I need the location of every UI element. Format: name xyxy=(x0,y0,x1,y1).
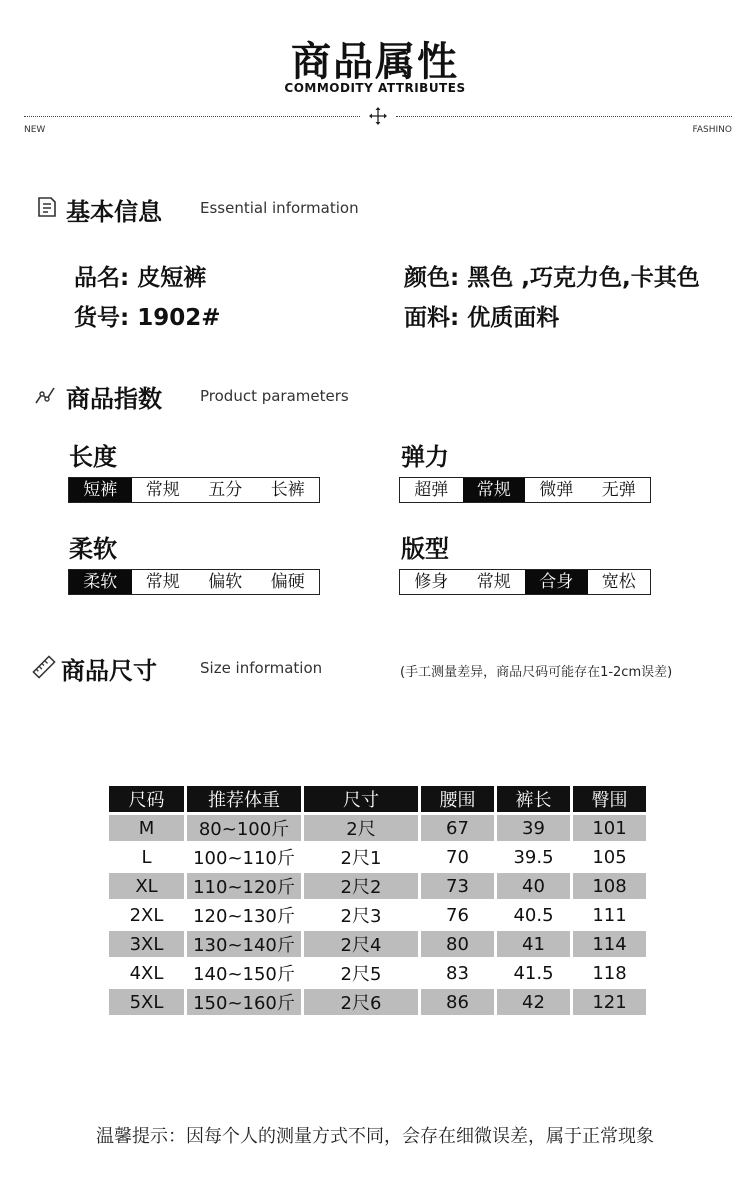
cell-waist: 70 xyxy=(446,846,469,868)
basic-info-title: 基本信息 xyxy=(66,198,162,226)
cell-weight: 80~100斤 xyxy=(187,815,301,841)
color-label: 颜色: xyxy=(404,265,460,291)
param-label-elasticity: 弹力 xyxy=(401,443,449,471)
product-name-row xyxy=(74,259,206,292)
page-subtitle: COMMODITY ATTRIBUTES xyxy=(284,81,466,95)
corner-label-right: FASHINO xyxy=(692,125,732,135)
param-label-fit: 版型 xyxy=(401,535,449,563)
option-five-tenths: 五分 xyxy=(208,480,243,500)
cell-size: XL xyxy=(109,873,184,899)
cell-hip: 121 xyxy=(573,989,646,1015)
option-slight-stretch: 微弹 xyxy=(539,480,574,500)
cell-dimension: 2尺 xyxy=(304,815,418,841)
header-dimension: 尺寸 xyxy=(304,786,418,812)
fabric-label: 面料: xyxy=(404,305,460,331)
cell-size: 3XL xyxy=(109,931,184,957)
option-short: 短裤 xyxy=(69,478,132,502)
size-title-en: Size information xyxy=(200,659,323,677)
cell-hip: 114 xyxy=(573,931,646,957)
cell-weight: 150~160斤 xyxy=(187,989,301,1015)
option-super-stretch: 超弹 xyxy=(414,480,449,500)
cell-dimension: 2尺3 xyxy=(340,906,382,927)
cell-weight: 110~120斤 xyxy=(187,873,301,899)
color-value: 黑色 ,巧克力色,卡其色 xyxy=(467,265,700,291)
cell-size: L xyxy=(141,846,152,868)
cell-waist: 86 xyxy=(421,989,494,1015)
document-icon xyxy=(36,196,58,218)
ruler-icon xyxy=(32,655,56,679)
cell-dimension: 2尺6 xyxy=(304,989,418,1015)
cell-hip: 111 xyxy=(592,904,627,926)
cell-length: 39 xyxy=(497,815,570,841)
cell-length: 42 xyxy=(497,989,570,1015)
fabric-row xyxy=(404,299,559,332)
cross-arrows-icon xyxy=(369,107,387,125)
cell-waist: 76 xyxy=(446,904,469,926)
option-long: 长裤 xyxy=(270,480,305,500)
cell-size: 5XL xyxy=(109,989,184,1015)
table-row xyxy=(109,873,646,899)
param-label-softness: 柔软 xyxy=(69,535,117,563)
param-label-length: 长度 xyxy=(69,443,117,471)
table-row xyxy=(109,815,646,841)
params-title: 商品指数 xyxy=(66,385,162,413)
table-row xyxy=(109,931,646,957)
cell-waist: 83 xyxy=(446,962,469,984)
header-length: 裤长 xyxy=(497,786,570,812)
cell-length: 41 xyxy=(497,931,570,957)
option-regular: 常规 xyxy=(463,478,526,502)
option-regular: 常规 xyxy=(145,480,180,500)
product-name-value: 皮短裤 xyxy=(137,265,207,291)
option-soft: 柔软 xyxy=(69,570,132,594)
fit-options xyxy=(399,569,651,595)
header-waist: 腰围 xyxy=(421,786,494,812)
length-options xyxy=(68,477,320,503)
cell-weight: 130~140斤 xyxy=(187,931,301,957)
basic-info-title-en: Essential information xyxy=(200,199,359,217)
option-slightly-hard: 偏硬 xyxy=(270,572,305,592)
corner-label-left: NEW xyxy=(24,125,46,135)
divider-left xyxy=(24,116,360,117)
cell-weight: 100~110斤 xyxy=(193,848,295,869)
divider-right xyxy=(396,116,732,117)
header-weight: 推荐体重 xyxy=(187,786,301,812)
cell-length: 40.5 xyxy=(513,904,554,926)
softness-options xyxy=(68,569,320,595)
cell-dimension: 2尺5 xyxy=(340,964,382,985)
cell-size: M xyxy=(109,815,184,841)
cell-size: 4XL xyxy=(129,962,164,984)
cell-hip: 101 xyxy=(573,815,646,841)
table-row xyxy=(109,902,646,928)
option-regular: 常规 xyxy=(145,572,180,592)
cell-length: 41.5 xyxy=(513,962,554,984)
sku-row xyxy=(74,299,221,332)
cell-hip: 118 xyxy=(592,962,627,984)
cell-dimension: 2尺2 xyxy=(304,873,418,899)
measurement-note: (手工测量差异，商品尺码可能存在1-2cm误差) xyxy=(400,665,673,680)
header-hip: 臀围 xyxy=(573,786,646,812)
cell-hip: 108 xyxy=(573,873,646,899)
elasticity-options xyxy=(399,477,651,503)
table-header-row xyxy=(109,786,646,812)
cell-hip: 105 xyxy=(592,846,627,868)
cell-waist: 67 xyxy=(421,815,494,841)
cell-weight: 140~150斤 xyxy=(193,964,295,985)
cell-waist: 80 xyxy=(421,931,494,957)
table-row xyxy=(109,989,646,1015)
cell-waist: 73 xyxy=(421,873,494,899)
color-row xyxy=(404,259,700,292)
option-slightly-soft: 偏软 xyxy=(208,572,243,592)
page-title: 商品属性 xyxy=(291,39,459,85)
option-slim: 修身 xyxy=(414,572,449,592)
footer-tip: 温馨提示：因每个人的测量方式不同，会存在细微误差，属于正常现象 xyxy=(96,1126,654,1147)
sku-value: 1902# xyxy=(137,305,221,331)
option-regular: 常规 xyxy=(476,572,511,592)
table-row xyxy=(109,844,646,870)
cell-length: 39.5 xyxy=(513,846,554,868)
size-table xyxy=(106,783,649,1018)
size-title: 商品尺寸 xyxy=(61,657,157,685)
product-name-label: 品名: xyxy=(74,265,130,291)
table-row xyxy=(109,960,646,986)
trend-line-icon xyxy=(34,384,56,406)
option-loose: 宽松 xyxy=(601,572,636,592)
cell-length: 40 xyxy=(497,873,570,899)
cell-size: 2XL xyxy=(129,904,164,926)
option-no-stretch: 无弹 xyxy=(601,480,636,500)
cell-dimension: 2尺1 xyxy=(340,848,382,869)
option-fitted: 合身 xyxy=(525,570,588,594)
sku-label: 货号: xyxy=(74,305,130,331)
params-title-en: Product parameters xyxy=(200,387,349,405)
header-size: 尺码 xyxy=(109,786,184,812)
fabric-value: 优质面料 xyxy=(467,305,560,331)
cell-dimension: 2尺4 xyxy=(304,931,418,957)
cell-weight: 120~130斤 xyxy=(193,906,295,927)
